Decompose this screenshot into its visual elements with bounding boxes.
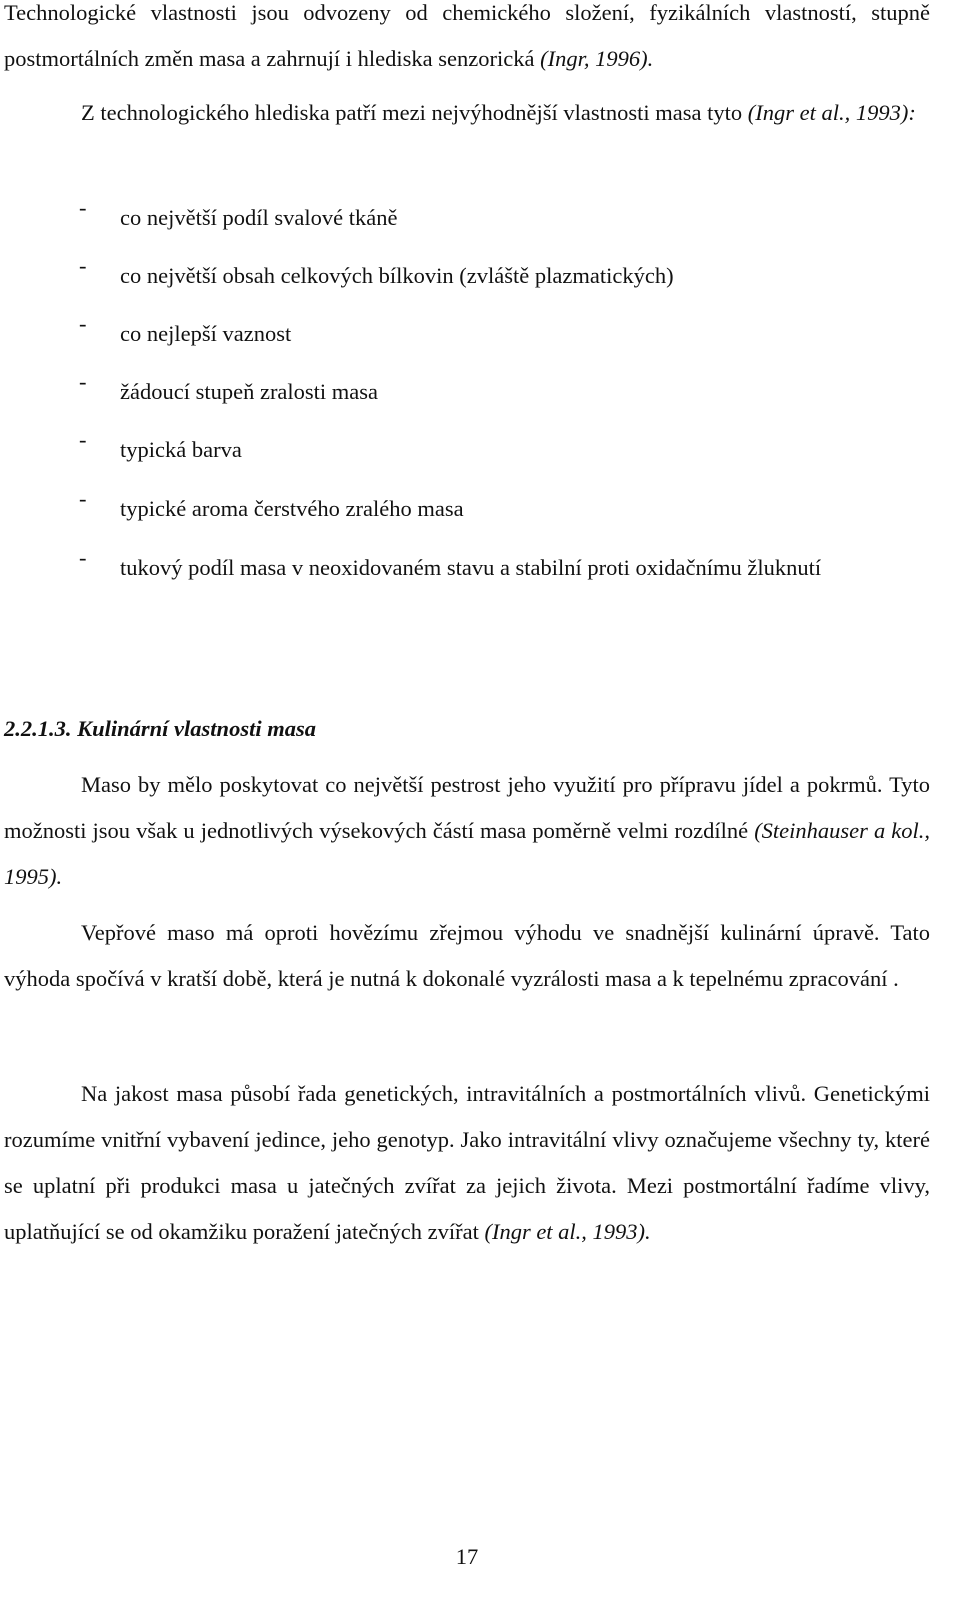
citation: (Ingr, 1996). <box>540 46 654 71</box>
list-item <box>79 427 931 473</box>
list-item-text: typické aroma čerstvého zralého masa <box>120 496 464 521</box>
list-item-text: co největší obsah celkových bílkovin (zvláště plazmatických) <box>120 263 674 288</box>
list-dash: - <box>79 369 87 394</box>
list-dash: - <box>79 195 87 220</box>
list-dash: - <box>79 253 87 278</box>
list-dash: - <box>79 427 87 452</box>
list-item <box>79 486 931 532</box>
list-item <box>79 369 931 415</box>
list-item-text: co nejlepší vaznost <box>120 321 292 346</box>
paragraph-text: Z technologického hlediska patří mezi nejvýhodnější vlastnosti masa tyto <box>81 100 748 125</box>
paragraph-meat-quality <box>4 1071 930 1255</box>
list-item <box>79 545 931 591</box>
paragraph-technological-view <box>4 90 930 136</box>
list-item <box>79 311 931 357</box>
paragraph-text: Technologické vlastnosti jsou odvozeny od chemického složení, fyzikálních vlastností, stupně postmortálních změn masa a zahrnují i hlediska senzorická <box>4 0 930 71</box>
list-item-text: co největší podíl svalové tkáně <box>120 205 398 230</box>
list-dash: - <box>79 311 87 336</box>
citation: (Ingr et al., 1993). <box>484 1219 651 1244</box>
paragraph-text: Maso by mělo poskytovat co největší pestrost jeho využití pro přípravu jídel a pokrmů. Tyto možnosti jsou však u jednotlivých výsekových částí masa poměrně velmi rozdílné <box>4 772 930 843</box>
section-heading: 2.2.1.3. Kulinární vlastnosti masa <box>4 716 316 741</box>
paragraph-text: Na jakost masa působí řada genetických, intravitálních a postmortálních vlivů. Genetickými rozumíme vnitřní vybavení jedince, jeho genotyp. Jako intravitální vlivy označujeme všechny ty, které se uplatní při produkci masa u jatečných zvířat za jejich života. Mezi postmortální řadíme vlivy, uplatňující se od okamžiku poražení jatečných zvířat <box>4 1081 930 1244</box>
list-item-text: typická barva <box>120 437 242 462</box>
paragraph-technological-properties <box>4 0 930 82</box>
list-item <box>79 253 931 299</box>
paragraph-culinary <box>4 762 930 900</box>
citation: (Ingr et al., 1993): <box>747 100 916 125</box>
list-item-text: tukový podíl masa v neoxidovaném stavu a stabilní proti oxidačnímu žluknutí <box>120 555 822 580</box>
list-item-text: žádoucí stupeň zralosti masa <box>120 379 379 404</box>
paragraph-pork-advantage <box>4 910 930 1002</box>
citation: (Steinhauser a kol., 1995). <box>4 818 931 889</box>
paragraph-text: Vepřové maso má oproti hovězímu zřejmou výhodu ve snadnější kulinární úpravě. Tato výhoda spočívá v kratší době, která je nutná k dokonalé vyzrálosti masa a k tepelnému zpracování . <box>4 920 930 991</box>
list-dash: - <box>79 486 87 511</box>
list-item <box>79 195 931 241</box>
page-number: 17 <box>455 1544 479 1569</box>
list-dash: - <box>79 545 87 570</box>
